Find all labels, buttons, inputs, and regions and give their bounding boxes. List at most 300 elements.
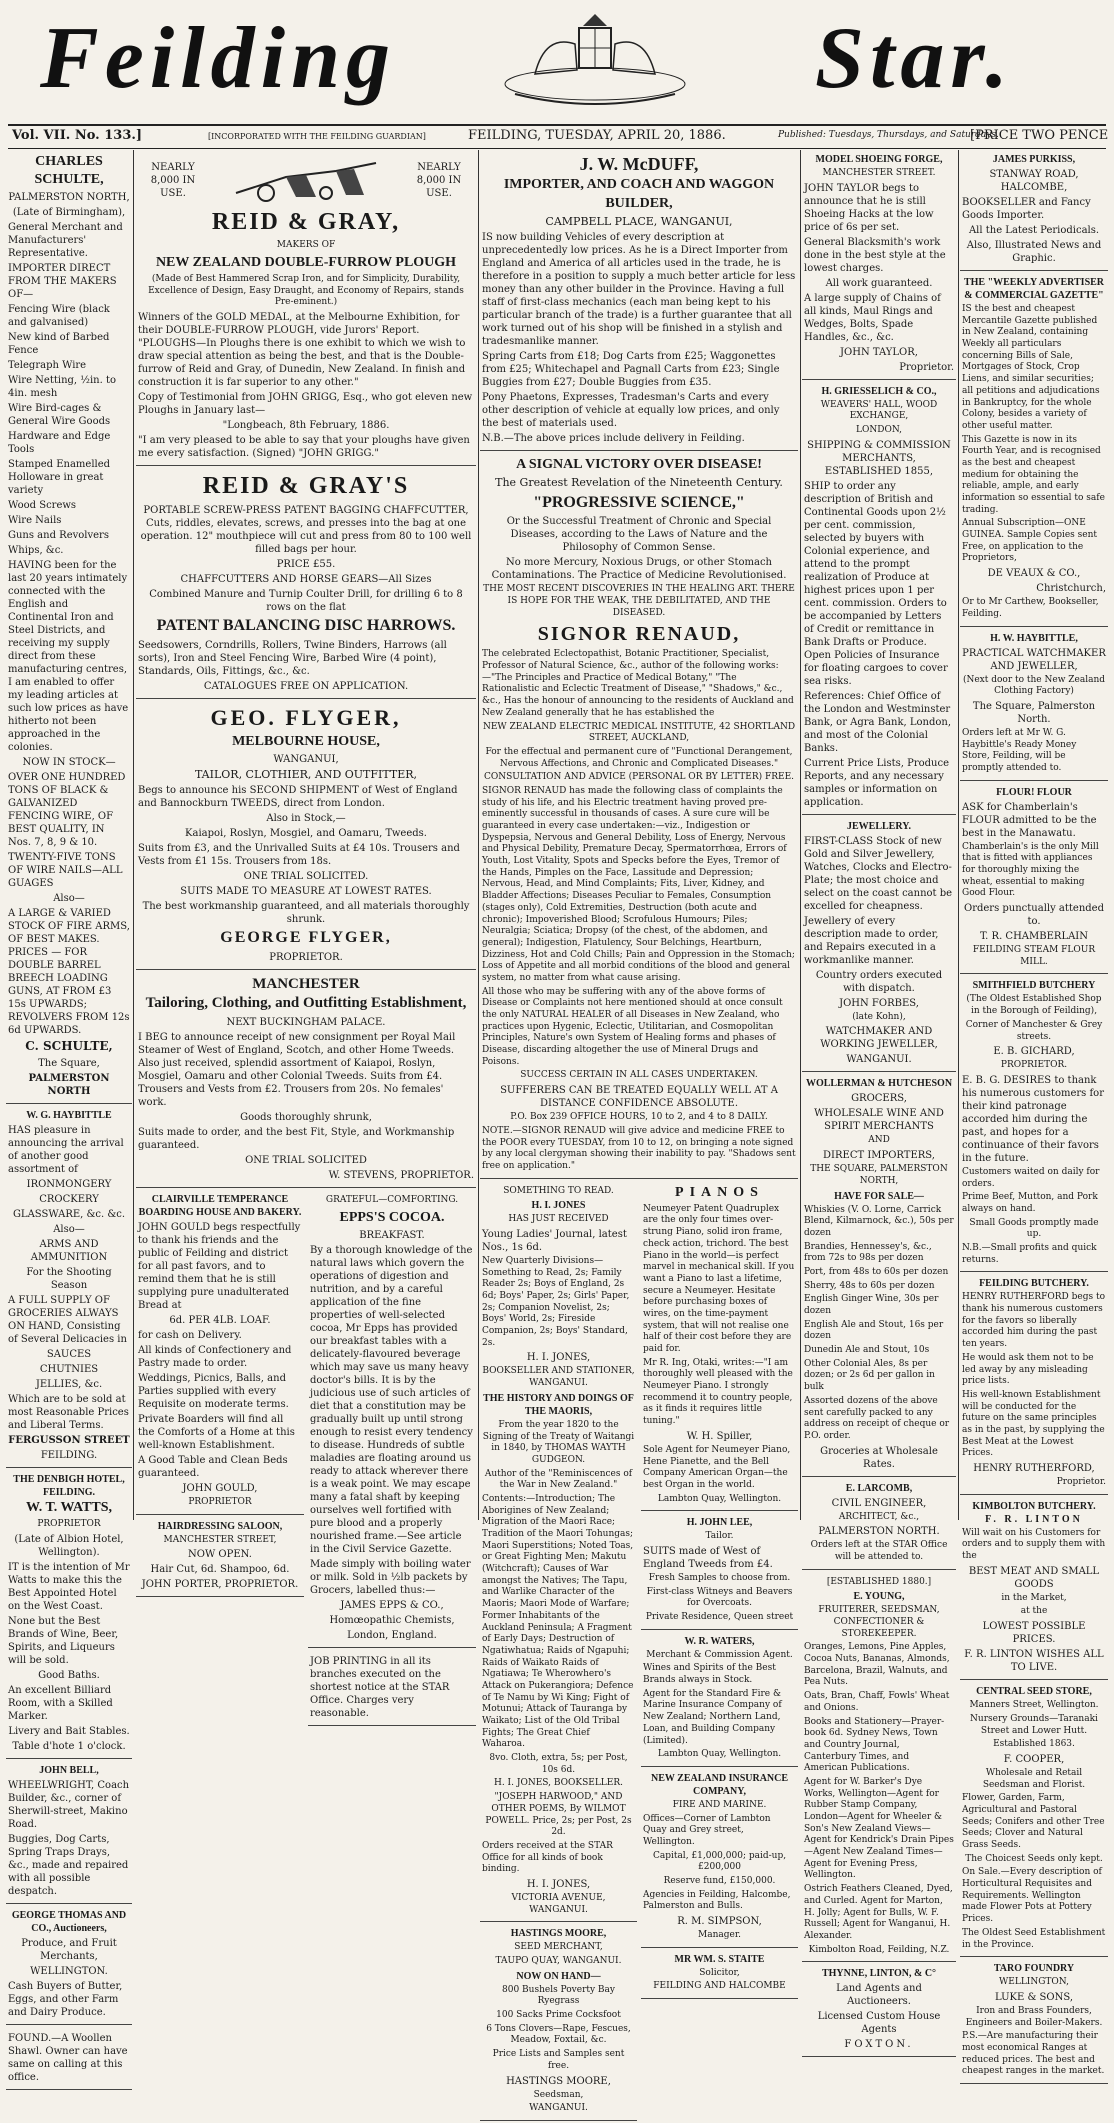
ad-text: ARCHITECT, &c.,: [838, 1511, 920, 1522]
ad-title: EPPS'S COCOA.: [339, 1209, 445, 1225]
ad-title: H. I. JONES: [531, 1200, 586, 1212]
ad-text: A FULL SUPPLY OF GROCERIES ALWAYS ON HAND, Consisting of Several Delicacies in: [8, 1294, 127, 1345]
ad-text: A Good Table and Clean Beds guaranteed.: [138, 1454, 288, 1479]
list-item: Telegraph Wire: [8, 360, 87, 372]
ad-hairdressing: [136, 1517, 304, 1598]
ad-text: Oats, Bran, Chaff, Fowls' Wheat and Onions.: [804, 1691, 950, 1713]
column-2: [136, 150, 476, 1719]
ad-text: Seedsowers, Corndrills, Rollers, Twine Binders, Harrows (all sorts), Iron and Steel Fencing Wire, Barbed Wire (4 point), Standards, Oils, Fittings, &c., &c.: [138, 640, 447, 678]
ad-text: Offices—Corner of Lambton Quay and Grey street, Wellington.: [643, 1813, 771, 1847]
ad-text: Orders received at the STAR Office for all kinds of book binding.: [482, 1840, 613, 1875]
ad-text: CIVIL ENGINEER,: [831, 1497, 927, 1509]
ad-text: "I am very pleased to be able to say that your ploughs have given me every satisfaction. (Signed) "JOHN GRIGG.": [138, 435, 470, 460]
masthead: [0, 0, 1114, 122]
ad-title: REID & GRAY'S: [202, 473, 410, 500]
ad-text: IS now building Vehicles of every description at unprecedentedly low prices. As he is a Direct Importer from England and America of all articles used in the trade, he is therefore in a position to supply a much better article for less money than any other builder in the Province. Having a full staff of first-class mechanics (each man being kept to his particular branch of the trade) is a further guarantee that all work turned out of his shop will be finished in a stylish and tradesmanlike manner.: [482, 232, 796, 348]
ad-text: E. B. G. DESIRES to thank his numerous customers for their kind patronage accorded him during the past, and hopes for a continuance of their favors in the future.: [962, 1074, 1104, 1164]
list-item: 100 Sacks Prime Cocksfoot: [496, 2010, 621, 2021]
ad-title: JOHN BELL,: [39, 1764, 99, 1776]
ad-signature: F. COOPER,: [1003, 1753, 1065, 1765]
ad-waters: [641, 1632, 798, 1767]
list-item: OVER ONE HUNDRED TONS OF BLACK & GALVANIZED FENCING WIRE, OF BEST QUALITY, IN Nos. 7, 8, 9 & 10.: [8, 772, 126, 849]
ad-text: FOXTON.: [844, 2039, 914, 2051]
ad-text: JOB PRINTING in all its branches executed on the shortest notice at the STAR Office. Charges very reasonable.: [310, 1655, 450, 1719]
ad-title: TARO FOUNDRY: [993, 1963, 1075, 1975]
ad-text: On Sale.—Every description of Horticultural Requisites and Requirements. Wellington made Flower Pots at Pottery Prices.: [962, 1867, 1102, 1925]
ad-text: Produce, and Fruit Merchants,: [21, 1937, 117, 1962]
ad-text: WHEELWRIGHT, Coach Builder, &c., corner of Sherwill-street, Makino Road.: [8, 1779, 130, 1830]
ad-text: New Quarterly Divisions—Something to Read, 2s; Family Reader 2s; Boys of England, 2s 6d; Boys' Paper, 2s; Girls' Paper, 2s; Companion Novelist, 2s; Boys' World, 2s; Fireside Companion, 2s; Boys' Standard, 2s.: [482, 1255, 630, 1348]
ad-text: Good Baths.: [38, 1669, 100, 1681]
ad-signature: HASTINGS MOORE,: [506, 2075, 611, 2087]
ad-text: General Merchant and Manufacturers' Representative.: [8, 222, 123, 260]
ad-signature: R. M. SIMPSON,: [677, 1916, 762, 1928]
ad-text: BOOKSELLER and Fancy Goods Importer.: [962, 197, 1091, 221]
ad-signature: F. R. LINTON: [985, 1513, 1083, 1525]
ad-text: AND: [868, 1135, 890, 1146]
ad-text: (Made of Best Hammered Scrap Iron, and for Simplicity, Durability, Excellence of Design, Easy Draught, and Economy of Repairs, stands Pre-eminent.): [148, 274, 464, 308]
ad-text: References: Chief Office of the London and Westminster Bank, or Agra Bank, London, and most of the Colonial Banks.: [804, 690, 952, 754]
column-1: [6, 150, 132, 2083]
ad-title: THE "WEEKLY ADVERTISER & COMMERCIAL GAZETTE": [963, 277, 1105, 301]
ad-text: Assorted dozens of the above sent carefully packed to any address on receipt of cheque or P.O. order.: [804, 1395, 950, 1441]
ad-title: FEILDING BUTCHERY.: [979, 1278, 1089, 1290]
ad-signature: DE VEAUX & CO.,: [987, 568, 1081, 580]
ad-title: H. JOHN LEE,: [686, 1517, 753, 1529]
ad-text: MANCHESTER STREET,: [163, 1534, 277, 1545]
price-label: [PRICE TWO PENCE: [970, 128, 1109, 143]
list-item: Fencing Wire (black and galvanised): [8, 304, 110, 329]
list-item: 800 Bushels Poverty Bay Ryegrass: [502, 1984, 615, 2007]
ad-text: LOWEST POSSIBLE PRICES.: [982, 1621, 1086, 1646]
ad-text: WHOLESALE WINE AND SPIRIT MERCHANTS: [814, 1108, 944, 1133]
ad-text: Young Ladies' Journal, latest Nos., 1s 6d.: [482, 1228, 627, 1253]
ad-text: His well-known Establishment will be conducted for the future on the same principles as in the past, by supplying the Best Meat at the Lowest Prices.: [962, 1389, 1105, 1459]
ad-text: BREAKFAST.: [359, 1229, 425, 1241]
list-item: Port, from 48s to 60s per dozen: [804, 1266, 949, 1277]
column-5: [960, 150, 1108, 2077]
ad-text: Reserve fund, £150,000.: [663, 1876, 776, 1887]
ad-text: An excellent Billiard Room, with a Skilled Marker.: [8, 1684, 113, 1722]
list-item: SAUCES: [46, 1348, 92, 1360]
ad-text: HENRY RUTHERFORD begs to thank his numerous customers for the favors so liberally accorded him during the past ten years.: [962, 1292, 1105, 1350]
ad-text: Agencies in Feilding, Halcombe, Palmerston and Bulls.: [643, 1889, 791, 1912]
ad-text: CAMPBELL PLACE, WANGANUI,: [545, 214, 733, 228]
ad-text: FOUND.—A Woollen Shawl. Owner can have same on calling at this office.: [8, 2032, 128, 2083]
ad-text: 6d. PER 4LB. LOAF.: [169, 1314, 271, 1326]
ad-text: Corner of Manchester & Grey streets.: [965, 1019, 1103, 1042]
ad-text: NOTE.—SIGNOR RENAUD will give advice and medicine FREE to the POOR every TUESDAY, from 10 to 12, on bringing a note signed by any local clergyman showing their inability to pay. "Shadows sent free on application.": [482, 1125, 796, 1171]
ad-text: Customers waited on daily for orders.: [962, 1166, 1100, 1189]
ad-signature: C. SCHULTE,: [25, 1039, 113, 1054]
ad-text: P.O. Box 239 OFFICE HOURS, 10 to 2, and 4 to 8 DAILY.: [510, 1112, 768, 1123]
ad-text: in the Market,: [1001, 1592, 1067, 1603]
ad-signature: JOHN FORBES,: [839, 997, 919, 1009]
ad-text: Weddings, Picnics, Balls, and Parties supplied with every Requisite on moderate terms.: [138, 1372, 289, 1410]
ad-text: SHIPPING & COMMISSION MERCHANTS, ESTABLISHED 1855,: [807, 439, 951, 477]
list-item: Hardware and Edge Tools: [8, 431, 111, 456]
ad-text: (The Oldest Established Shop in the Borough of Feilding),: [966, 994, 1102, 1017]
ad-text: WATCHMAKER AND WORKING JEWELLER,: [820, 1026, 938, 1051]
ad-found: [6, 2027, 132, 2090]
published-days: Published: Tuesdays, Thursdays, and Saturdays.: [778, 130, 999, 140]
ad-denbigh-hotel: [6, 1470, 132, 1759]
ad-text: FRUITERER, SEEDSMAN, CONFECTIONER & STOREKEEPER.: [818, 1605, 940, 1639]
ad-title: KIMBOLTON BUTCHERY.: [972, 1500, 1096, 1512]
ad-staite: [641, 1950, 798, 1999]
ad-signature: H. I. JONES,: [526, 1352, 591, 1364]
list-item: English Ginger Wine, 30s per dozen: [804, 1294, 939, 1316]
ad-text: Table d'hote 1 o'clock.: [12, 1740, 126, 1752]
ad-text: GRATEFUL—COMFORTING.: [325, 1194, 459, 1205]
ad-text: Flower, Garden, Farm, Agricultural and Pastoral Seeds; Conifers and other Tree Seeds; Clover and Natural Grass Seeds.: [962, 1793, 1105, 1850]
ad-jewellery: [802, 817, 956, 1073]
ad-text: All those who may be suffering with any of the above forms of Disease or Complaints not here mentioned should at once consult the only NATURAL HEALER of all Diseases in New Zealand, who practices upon Hygenic, Eclectic, Utilitarian, and Cosmopolitan Principles, Nature's own System of Healing forms and phases of Disease, discarding altogether the use of Mineral Drugs and Poisons.: [482, 986, 783, 1067]
ad-text: [ESTABLISHED 1880.]: [826, 1576, 932, 1587]
ad-text: NEW ZEALAND ELECTRIC MEDICAL INSTITUTE, 42 SHORTLAND STREET, AUCKLAND,: [482, 721, 796, 744]
ad-young: [802, 1572, 956, 1963]
ad-text: Manners Street, Wellington.: [969, 1700, 1099, 1711]
ad-text: JOHN TAYLOR begs to announce that he is still Shoeing Hacks at the low price of 6s per set.: [804, 182, 934, 233]
ad-text: "Longbeach, 8th February, 1886.: [222, 420, 390, 432]
ad-text: Also in Stock,—: [266, 813, 346, 825]
ad-title: CENTRAL SEED STORE,: [976, 1686, 1092, 1698]
ad-text: F. R. LINTON WISHES ALL TO LIVE.: [964, 1649, 1104, 1674]
list-item: Dunedin Ale and Stout, 10s: [804, 1345, 930, 1356]
ad-title: MANCHESTER: [252, 975, 360, 992]
ad-text: IT is the intention of Mr Watts to make this the Best Appointed Hotel on the West Coast.: [8, 1561, 130, 1612]
ad-text: VICTORIA AVENUE, WANGANUI.: [511, 1892, 606, 1915]
ad-text: Chamberlain's is the only Mill that is fitted with appliances for thoroughly mixing the wheat, essential to making Good Flour.: [962, 841, 1099, 899]
ad-text: NOW IN STOCK—: [22, 757, 116, 769]
ad-text: PRACTICAL WATCHMAKER AND JEWELLER,: [962, 647, 1106, 672]
list-item: Guns and Revolvers: [8, 530, 109, 542]
ad-title: PIANOS: [675, 1184, 764, 1200]
ad-weekly-advertiser: [960, 273, 1108, 627]
column-3: [480, 150, 798, 2114]
ad-title: H. GRIESSELICH & CO.,: [821, 385, 937, 397]
ad-haybittle: [6, 1106, 132, 1468]
ad-text: BEST MEAT AND SMALL GOODS: [968, 1565, 1100, 1590]
ad-text: Annual Subscription—ONE GUINEA. Sample Copies sent Free, on application to the Proprietors,: [962, 518, 1097, 564]
ad-text: Nursery Grounds—Taranaki Street and Lower Hutt.: [970, 1713, 1098, 1736]
ad-smithfield-butchery: [960, 976, 1108, 1272]
ad-kimbolton-butchery: [960, 1497, 1108, 1680]
ad-signature: W. H. Spiller,: [686, 1430, 753, 1442]
ad-text: Buggies, Dog Carts, Spring Traps Drays, &c., made and repaired with all possible despatch.: [8, 1833, 129, 1897]
ad-text: ARMS AND AMMUNITION: [30, 1238, 108, 1263]
ad-text: SUFFERERS CAN BE TREATED EQUALLY WELL AT A DISTANCE CONFIDENCE ABSOLUTE.: [500, 1085, 778, 1110]
ad-text: SEED MERCHANT,: [514, 1942, 603, 1953]
ad-text: Neumeyer Patent Quadruplex are the only four times over-strung Piano, solid iron frame, check action, trichord. The best Piano in the world—is perfect marvel in mechanical skill. If you want a Piano to last a lifetime, secure a Neumeyer. Hesitate before purchasing boxes of wires, on the time-payment system, that will not realise one half of their cost before they are paid for.: [643, 1203, 795, 1355]
ad-text: All the Latest Periodicals.: [968, 225, 1100, 236]
ad-text: He would ask them not to be led away by any misleading price lists.: [962, 1352, 1094, 1387]
ad-text: PALMERSTON NORTH,: [8, 192, 130, 204]
ad-text: No more Mercury, Noxious Drugs, or other Stomach Contaminations. The Practice of Medicine Revolutionised.: [491, 557, 787, 582]
ad-title: WOLLERMAN & HUTCHESON: [805, 1078, 953, 1090]
ad-griesselich: [802, 382, 956, 815]
ad-text: Combined Manure and Turnip Coulter Drill, for drilling 6 to 8 rows on the flat: [149, 589, 463, 614]
ad-text: Kimbolton Road, Feilding, N.Z.: [808, 1944, 950, 1955]
ad-title: REID & GRAY,: [211, 209, 401, 235]
list-item: Wire Nails: [8, 515, 62, 527]
ad-text: NEARLY 8,000 IN USE.: [416, 161, 462, 199]
ad-text: Small Goods promptly made up.: [969, 1217, 1099, 1240]
ad-text: TAILOR, CLOTHIER, AND OUTFITTER,: [194, 767, 418, 781]
ad-hastings-moore: [480, 1924, 637, 2121]
ad-wollerman: [802, 1074, 956, 1476]
ad-text: Kaiapoi, Roslyn, Mosgiel, and Oamaru, Tweeds.: [185, 828, 427, 840]
ad-text: The Greatest Revelation of the Nineteenth Century.: [495, 476, 783, 490]
ad-john-lee: [641, 1513, 798, 1629]
ad-text: PALMERSTON NORTH: [28, 1072, 110, 1097]
ad-pianos: [641, 1181, 798, 1512]
ad-text: THE MOST RECENT DISCOVERIES IN THE HEALING ART. THERE IS HOPE FOR THE WEAK, THE DEBILITATED, AND THE DISEASED.: [483, 584, 795, 618]
ad-title: HASTINGS MOORE,: [510, 1928, 607, 1940]
ad-text: TAUPO QUAY, WANGANUI.: [495, 1956, 622, 1967]
ad-text: Author of the "Reminiscences of the War in New Zealand.": [484, 1468, 633, 1491]
list-item: Other Colonial Ales, 8s per dozen; or 2s 6d per gallon in bulk: [804, 1358, 935, 1393]
ad-purkiss: [960, 150, 1108, 271]
list-item: IRONMONGERY: [26, 1178, 112, 1190]
ad-title: GEO. FLYGER,: [210, 705, 402, 731]
ad-text: SUITS made of West of England Tweeds from £4.: [643, 1545, 773, 1570]
list-item: Wire Bird-cages & General Wire Goods: [8, 403, 111, 428]
ad-signature: SIGNOR RENAUD,: [537, 623, 741, 646]
ad-mcduff: [480, 150, 798, 451]
ad-signature: H. I. JONES,: [526, 1878, 591, 1890]
ad-title: CHARLES SCHULTE,: [34, 154, 104, 188]
ad-text: The Choicest Seeds only kept.: [965, 1853, 1103, 1864]
ad-text: SUCCESS CERTAIN IN ALL CASES UNDERTAKEN.: [520, 1070, 758, 1081]
ad-text: WEAVERS' HALL, WOOD EXCHANGE,: [820, 399, 938, 422]
list-item: Wood Screws: [8, 500, 77, 512]
ad-title: HAIRDRESSING SALOON,: [157, 1520, 283, 1532]
ad-signature: JAMES EPPS & CO.,: [340, 1599, 444, 1611]
ad-text: Agent for the Standard Fire & Marine Insurance Company of New Zealand; Northern Land, Loan, and Building Company (Limited).: [643, 1688, 782, 1746]
ad-text: Oranges, Lemons, Pine Apples, Cocoa Nuts, Bananas, Almonds, Barcelona, Brazil, Walnuts, and Pea Nuts.: [804, 1642, 950, 1688]
ad-text: WELLINGTON,: [999, 1977, 1069, 1988]
ad-text: IMPORTER DIRECT FROM THE MAKERS OF—: [8, 263, 117, 301]
ad-text: PROPRIETOR: [37, 1519, 101, 1530]
ad-text: PALMERSTON NORTH.: [818, 1526, 940, 1538]
ad-title: JAMES PURKISS,: [992, 154, 1076, 165]
ad-title: MR WM. S. STAITE: [674, 1953, 765, 1965]
ad-text: The Square,: [38, 1057, 100, 1069]
ad-text: A large supply of Chains of all kinds, Maul Rings and Wedges, Bolts, Spade Handles, &c., &c.: [804, 292, 941, 343]
ad-text: FEILDING STEAM FLOUR MILL.: [972, 945, 1096, 967]
ad-text: Current Price Lists, Produce Reports, and any necessary samples or information on application.: [804, 757, 949, 808]
column-4: [802, 150, 956, 2051]
ad-nz-insurance: [641, 1769, 798, 1948]
ad-text: For the Shooting Season: [26, 1266, 112, 1291]
ad-text: All kinds of Confectionery and Pastry made to order.: [138, 1344, 292, 1369]
ad-text: Sole Agent for Neumeyer Piano, Hene Pianette, and the Bell Company American Organ—the best Organ in the world.: [643, 1444, 791, 1490]
ad-text: Begs to announce his SECOND SHIPMENT of West of England and Bannockburn TWEEDS, direct from London.: [138, 785, 458, 810]
ad-text: IS the best and cheapest Mercantile Gazette published in New Zealand, containing Weekly all particulars concerning Bills of Sale, Mortgages of Stock, Crop Liens, and similar securities; all petitions and adjudications in Bankruptcy, for the whole Colony, besides a variety of other useful matter.: [962, 304, 1100, 431]
dateline: FEILDING, TUESDAY, APRIL 20, 1886.: [468, 128, 726, 143]
ad-text: Spring Carts from £18; Dog Carts from £25; Waggonettes from £25; Whitechapel and Pagnall Carts from £23; Single Buggies from £27; Double Buggies from £35.: [482, 351, 780, 389]
ad-text: Which are to be sold at most Reasonable Prices and Liberal Terms.: [8, 1393, 129, 1431]
ad-text: Wines and Spirits of the Best Brands always in Stock.: [643, 1663, 776, 1686]
ad-text: N.B.—The above prices include delivery in Feilding.: [482, 433, 745, 445]
ad-text: None but the Best Brands of Wine, Beer, Spirits, and Liqueurs will be sold.: [8, 1615, 119, 1666]
ad-text: HAS pleasure in announcing the arrival of another good assortment of: [8, 1124, 124, 1175]
newspaper-title-left: Feilding: [40, 10, 397, 107]
ad-text: Also—: [53, 1223, 85, 1235]
ad-signature: E. B. GICHARD,: [993, 1046, 1075, 1058]
ad-text: PRICE £55.: [276, 559, 336, 571]
ad-central-seed-store: [960, 1682, 1108, 1957]
ad-title: W. G. HAYBITTLE: [26, 1109, 112, 1121]
ad-text: HAS JUST RECEIVED: [508, 1214, 609, 1225]
list-item: CROCKERY: [39, 1193, 99, 1205]
ad-text: HAVING been for the last 20 years intimately connected with the English and Continental Iron and Steel Districts, and receiving my supply direct from these manufacturing centres, I am enabled to offer my leading articles at such low prices as have hitherto not been approached in the colonies.: [8, 560, 129, 754]
ad-text: Iron and Brass Founders, Engineers and Boiler-Makers.: [965, 2005, 1103, 2028]
ad-text: Private Residence, Queen street: [645, 1612, 794, 1623]
ad-text: WELLINGTON.: [30, 1965, 108, 1977]
ad-text: ONE TRIAL SOLICITED: [245, 1154, 367, 1166]
ad-text: Solicitor,: [699, 1967, 740, 1978]
ad-title: NEW ZEALAND INSURANCE COMPANY,: [650, 1772, 789, 1797]
volume-number: Vol. VII. No. 133.]: [12, 128, 143, 143]
ad-text: FEILDING.: [40, 1449, 98, 1461]
list-item: Sherry, 48s to 60s per dozen: [804, 1280, 935, 1291]
ad-text: Mr R. Ing, Otaki, writes:—"I am thoroughly well pleased with the Neumeyer Piano. I strongly recommend it to country people, as it finds it requires little tuning.": [643, 1357, 793, 1427]
ad-text: Cash Buyers of Butter, Eggs, and other Farm and Dairy Produce.: [8, 1980, 123, 2018]
ad-text: LONDON,: [856, 425, 902, 436]
ad-text: CHAFFCUTTERS AND HORSE GEARS—All Sizes: [180, 574, 432, 586]
ad-text: Copy of Testimonial from JOHN GRIGG, Esq., who got eleven new Ploughs in January last—: [138, 392, 473, 417]
ad-text: Or to Mr Carthew, Bookseller, Feilding.: [962, 597, 1099, 619]
ad-text: NOW OPEN.: [188, 1549, 252, 1561]
ad-title: H. W. HAYBITTLE,: [990, 632, 1078, 644]
ad-text: Orders punctually attended to.: [964, 903, 1104, 928]
ad-signature: W. STEVENS, PROPRIETOR.: [328, 1169, 474, 1181]
ad-shoeing-forge: [802, 150, 956, 380]
ad-text: THE SQUARE, PALMERSTON NORTH,: [810, 1164, 948, 1186]
ad-text: WANGANUI.: [529, 2103, 588, 2114]
ad-text: (Late of Albion Hotel, Wellington).: [14, 1533, 124, 1558]
ad-text: SOMETHING TO READ.: [503, 1185, 614, 1196]
ad-text: (late Kohn),: [852, 1011, 906, 1022]
ad-text: Lambton Quay, Wellington.: [657, 1749, 782, 1760]
ad-title: W. R. WATERS,: [684, 1635, 755, 1647]
ad-signature: LUKE & SONS,: [994, 1991, 1074, 2003]
ad-signature: HENRY RUTHERFORD,: [973, 1463, 1095, 1474]
ad-text: for cash on Delivery.: [138, 1329, 242, 1341]
ad-text: Proprietor.: [899, 361, 954, 373]
ad-title: THE DENBIGH HOTEL, FEILDING.: [13, 1473, 125, 1498]
ad-text: Seedsman,: [533, 2089, 584, 2100]
ad-text: Lambton Quay, Wellington.: [657, 1493, 782, 1504]
list-item: Whips, &c.: [8, 545, 64, 557]
ad-text: Orders left at Mr W. G. Haybittle's Ready Money Store, Feilding, will be promptly attended to.: [962, 727, 1077, 773]
ad-epps-cocoa: [308, 1190, 476, 1648]
ad-text: Prime Beef, Mutton, and Pork always on hand.: [962, 1192, 1098, 1214]
ad-text: MAKERS OF: [276, 240, 336, 251]
ad-text: ASK for Chamberlain's FLOUR admitted to be the best in the Manawatu.: [962, 801, 1097, 839]
ad-signature: W. T. WATTS,: [26, 1499, 112, 1515]
ad-hi-jones: [480, 1181, 637, 1923]
ad-text: Country orders executed with dispatch.: [815, 969, 943, 994]
ad-text: PORTABLE SCREW-PRESS PATENT BAGGING CHAFFCUTTER, Cuts, riddles, elevates, screws, and presses into the bag at one operation. 12" mouthpiece will cut and press from 80 to 100 well filled bags per hour.: [140, 505, 472, 556]
list-item: Also—: [53, 893, 85, 905]
ad-text: Or the Successful Treatment of Chronic and Special Diseases, according to the Laws of Nature and the Philosophy of Common Sense.: [506, 516, 772, 554]
list-item: A LARGE & VARIED STOCK OF FIRE ARMS, OF BEST MAKES. PRICES — FOR DOUBLE BARREL BREECH LOADING GUNS, AT FROM £3 15s UPWARDS; REVOLVERS FROM 12s 6d UPWARDS.: [8, 908, 130, 1037]
list-item: Stamped Enamelled Holloware in great variety: [8, 459, 111, 497]
ad-title: GEORGE THOMAS AND CO., Auctioneers,: [11, 1909, 127, 1934]
ad-title: E. YOUNG,: [853, 1591, 905, 1603]
ad-taro-foundry: [960, 1959, 1108, 2084]
ad-text: The Square, Palmerston North.: [972, 700, 1096, 725]
ad-george-thomas: [6, 1906, 132, 2025]
ad-text: Books and Stationery—Prayer-book 6d. Sydney News, Town and Country Journal, Canterbury Times, and American Publications.: [804, 1716, 945, 1774]
ad-text: Contents:—Introduction; The Aborigines of New Zealand; Migration of the Maori Race; Tradition of the Maori Tohungas; Maori Superstitions; Noted Toas, or Great Fighting Men; Makutu (Witchcraft); Causes of War amongst the Natives; The Tapu, and Warlike Character of the Maoris; Maori Mode of Warfare; Former Inhabitants of the Auckland Peninsula; A Fragment of Early Days; Destruction of Ngatiwhatua; Raids of Ngapuhi; Raids of Waikato Raids of Ngatiawa; Te Wherowhero's Attack on Pukerangiora; Defence of Te Namu by Wi King; Fight of Motunui; Attack of Tauranga by Waikato; List of the Old Tribal Fights; The Great Chief Waharoa.: [482, 1493, 634, 1750]
ad-text: General Blacksmith's work done in the best style at the lowest charges.: [804, 236, 946, 274]
ad-text: Suits from £3, and the Unrivalled Suits at £4 10s. Trousers and Vests from £1 15s. Trousers from 18s.: [138, 843, 460, 868]
ad-text: Pony Phaetons, Expresses, Tradesman's Carts and every other description of vehicle at equally low prices, and only the best of materials used.: [482, 392, 780, 430]
ad-title: E. LARCOMB,: [845, 1482, 913, 1494]
ad-text: Winners of the GOLD MEDAL, at the Melbourne Exhibition, for their DOUBLE-FURROW PLOUGH, vide Jurors' Report. "PLOUGHS—In Ploughs there is one exhibit to which we wish to draw special attention as being the best, and that is the Double-furrow of Reid and Gray, of Dunedin, New Zealand. In finish and construction it is far superior to any other.": [138, 312, 466, 389]
list-item: New kind of Barbed Fence: [8, 332, 110, 357]
ad-text: ONE TRIAL SOLICITED.: [243, 871, 369, 883]
ad-text: H. I. JONES, BOOKSELLER.: [493, 1778, 623, 1789]
ad-text: PROPRIETOR.: [269, 951, 343, 963]
ad-text: P.S.—Are manufacturing their most economical Ranges at reduced prices. The best and cheapest ranges in the market.: [962, 2031, 1105, 2077]
ad-title: CLAIRVILLE TEMPERANCE BOARDING HOUSE AND BAKERY.: [138, 1193, 302, 1218]
ad-text: PROPRIETOR: [188, 1496, 252, 1507]
ad-subtitle: HAVE FOR SALE—: [834, 1190, 924, 1202]
ad-text: London, England.: [347, 1629, 437, 1641]
dateline-bar: [8, 124, 1109, 149]
ad-text: Made simply with boiling water or milk. Sold in ½lb packets by Grocers, labelled thus:—: [310, 1558, 471, 1596]
ad-text: N.B.—Small profits and quick returns.: [962, 1243, 1097, 1265]
ad-text: By a thorough knowledge of the natural laws which govern the operations of digestion and nutrition, and by a careful application of the fine properties of well-selected cocoa, Mr Epps has provided our breakfast tables with a delicately-flavoured beverage which may save us many heavy doctor's bills. It is by the judicious use of such articles of diet that a constitution may be gradually built up until strong enough to resist every tendency to disease. Hundreds of subtle maladies are floating around us ready to attack wherever there is a weak point. We may escape many a fatal shaft by keeping ourselves well fortified with pure blood and a properly nourished frame.—See article in the Civil Service Gazette.: [310, 1244, 473, 1555]
ad-signature: GEORGE FLYGER,: [220, 929, 392, 947]
ad-text: BOOKSELLER AND STATIONER, WANGANUI.: [482, 1366, 635, 1389]
ad-clairville: [136, 1190, 304, 1515]
ad-text: SHIP to order any description of British and Continental Goods upon 2½ per cent. commission, selected by buyers with Colonial experience, and attend to the prompt realization of Produce at highest prices upon 1 per cent. commission. Orders to be accompanied by Letters of Credit or remittance in Bank Drafts or Produce. Open Policies of Insurance for floating cargoes to cover sea risks.: [804, 480, 948, 687]
ad-title: J. W. McDUFF,: [579, 154, 699, 174]
ad-text: Licensed Custom House Agents: [817, 2011, 941, 2036]
ad-larcomb: [802, 1479, 956, 1570]
ad-text: Christchurch,: [1036, 583, 1106, 595]
ad-subtitle: Tailoring, Clothing, and Outfitting Establishment,: [145, 995, 467, 1012]
ad-text: Price Lists and Samples sent free.: [492, 2049, 625, 2071]
ad-text: CONSULTATION AND ADVICE (PERSONAL OR BY LETTER) FREE.: [483, 772, 795, 783]
ad-text: FIRE AND MARINE.: [672, 1799, 767, 1810]
ad-title: SMITHFIELD BUTCHERY: [972, 980, 1096, 992]
ad-title: A SIGNAL VICTORY OVER DISEASE!: [516, 457, 762, 473]
ad-text: I BEG to announce receipt of new consignment per Royal Mail Steamer of West of England, Scotch, and other Home Tweeds. Also just received, splendid assortment of Kaiapoi, Roslyn, Mosgiel, Oamaru and other Colonial Tweeds. Suits from £4. Trousers and Vests from £2. Trousers from 20s. No females' work.: [138, 1031, 456, 1108]
ad-text: Jewellery of every description made to order, and Repairs executed in a workmanlike manner.: [804, 915, 939, 966]
ad-hw-haybittle: [960, 629, 1108, 781]
ad-text: JOHN GOULD begs respectfully to thank his friends and the public of Feilding and district for all past favors, and to remind them that he is still supplying pure unadulterated Bread at: [138, 1221, 301, 1311]
ad-text: Goods thoroughly shrunk,: [240, 1111, 372, 1123]
ad-text: WANGANUI,: [273, 753, 339, 765]
list-item: 6 Tons Clovers—Rape, Fescues, Meadow, Foxtail, &c.: [486, 2023, 631, 2046]
ad-text: Hair Cut, 6d. Shampoo, 6d.: [150, 1564, 290, 1576]
ad-text: From the year 1820 to the Signing of the Treaty of Waitangi in 1840, by THOMAS WAYTH GUDGEON.: [482, 1419, 635, 1465]
ad-text: Livery and Bait Stables.: [8, 1725, 130, 1737]
ad-text: DIRECT IMPORTERS,: [823, 1150, 935, 1162]
list-item: Brandies, Hennessey's, &c., from 72s to 98s per dozen: [804, 1241, 932, 1264]
ad-feilding-butchery: [960, 1274, 1108, 1494]
ad-text: Established 1863.: [993, 1739, 1075, 1750]
ad-text: (Next door to the New Zealand Clothing Factory): [962, 674, 1106, 697]
ad-geo-flyger: [136, 701, 476, 970]
